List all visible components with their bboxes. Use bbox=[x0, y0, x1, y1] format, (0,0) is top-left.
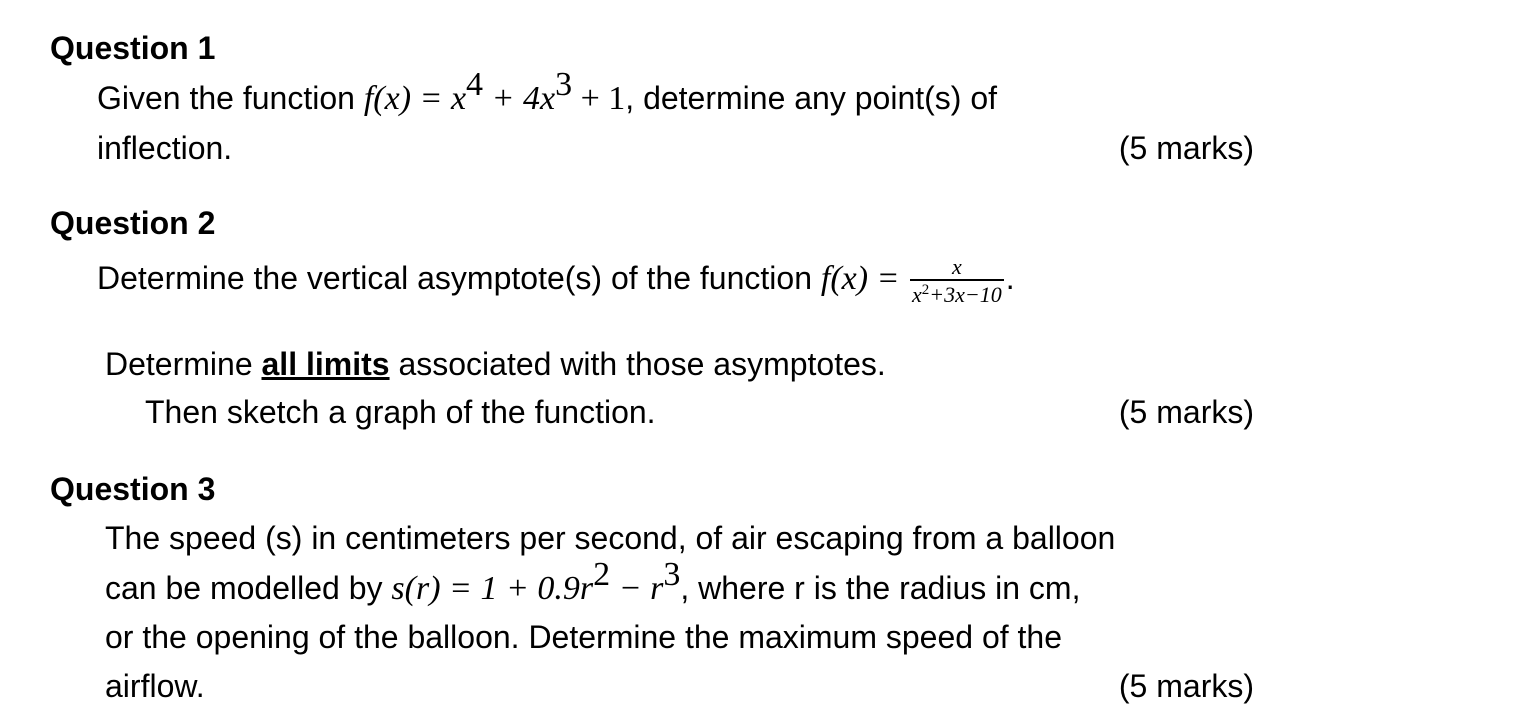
q3-line2-prefix: can be modelled by bbox=[105, 570, 392, 606]
q2-denominator bbox=[910, 279, 1004, 307]
question-1-text bbox=[97, 66, 998, 117]
question-1-heading: Question 1 bbox=[50, 30, 216, 66]
q2-numerator: x bbox=[951, 253, 962, 279]
q1-term-4x: + 4x bbox=[483, 80, 556, 117]
q3-exp-2: 2 bbox=[593, 556, 611, 593]
q1-term-x: x bbox=[450, 80, 467, 117]
question-2-marks: (5 marks) bbox=[1118, 394, 1254, 430]
q2-den-rest: +3x−10 bbox=[929, 281, 1002, 307]
question-3-heading: Question 3 bbox=[50, 471, 216, 507]
q2-den-exp: 2 bbox=[921, 281, 930, 298]
q2-limits-prefix: Determine bbox=[105, 346, 262, 382]
q1-function-name: f(x) = bbox=[363, 80, 451, 117]
q3-exp-3: 3 bbox=[663, 556, 681, 593]
question-2-sketch: Then sketch a graph of the function. bbox=[145, 394, 656, 430]
q2-intro: Determine the vertical asymptote(s) of the function bbox=[97, 260, 821, 296]
question-3-line3: or the opening of the balloon. Determine the maximum speed of the bbox=[105, 619, 1063, 655]
question-2-limits bbox=[105, 346, 886, 382]
q1-intro: Given the function bbox=[97, 80, 364, 116]
question-3-line2 bbox=[105, 556, 1081, 607]
q2-limits-suffix: associated with those asymptotes. bbox=[389, 346, 886, 382]
question-2-text bbox=[97, 252, 1015, 307]
q2-after: . bbox=[1005, 260, 1015, 296]
q2-fraction bbox=[910, 255, 1004, 307]
q2-den-base: x bbox=[912, 281, 922, 307]
q2-limits-emphasis: all limits bbox=[261, 346, 390, 382]
q1-exp-4: 4 bbox=[466, 66, 484, 103]
q3-formula-r: − r bbox=[610, 570, 664, 607]
q1-after: , determine any point(s) of bbox=[625, 80, 998, 116]
q3-formula-main: s(r) = 1 + 0.9r bbox=[391, 570, 594, 607]
question-2-heading: Question 2 bbox=[50, 205, 216, 241]
question-3-line1: The speed (s) in centimeters per second, of air escaping from a balloon bbox=[105, 520, 1116, 556]
question-1-line2: inflection. bbox=[97, 130, 233, 166]
q1-term-1: + 1 bbox=[572, 80, 626, 117]
question-1-marks: (5 marks) bbox=[1118, 130, 1254, 166]
q3-line2-suffix: , where r is the radius in cm, bbox=[680, 570, 1081, 606]
q1-exp-3: 3 bbox=[555, 66, 573, 103]
question-3-marks: (5 marks) bbox=[1118, 668, 1254, 704]
q2-function-name: f(x) = bbox=[820, 260, 908, 297]
question-3-line4: airflow. bbox=[105, 668, 205, 704]
